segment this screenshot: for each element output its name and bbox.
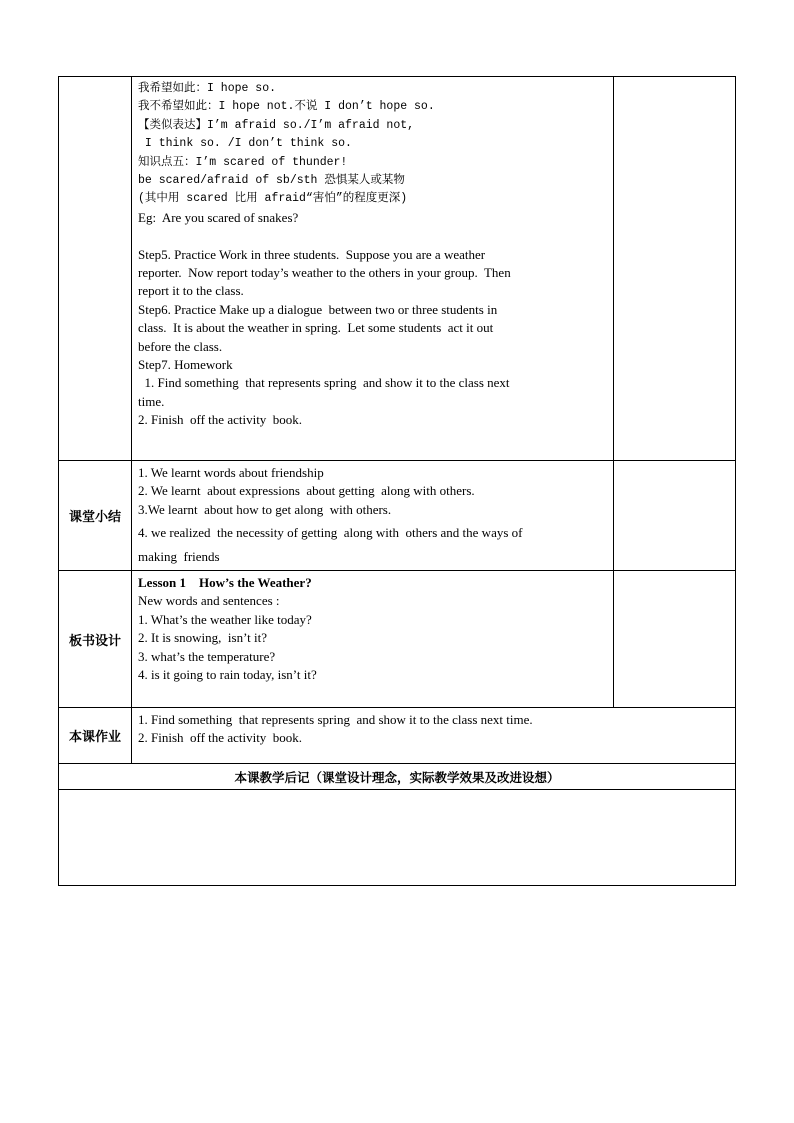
board-notes-cell: [614, 571, 736, 708]
steps-line-2: 我不希望如此：I hope not.不说 I don’t hope so.: [138, 100, 435, 114]
board-line-5: 4. is it going to rain today, isn’t it?: [138, 667, 317, 683]
homework-line-2: 2. Finish off the activity book.: [138, 730, 303, 746]
steps-spacer: [138, 227, 609, 245]
summary-line-1: 1. We learnt words about friendship: [138, 465, 324, 480]
board-line-3: 2. It is snowing, isn’t it?: [138, 630, 268, 646]
steps-line-15: Step7. Homework: [138, 357, 233, 373]
summary-line-3: 3.We learnt about how to get along with others.: [138, 501, 392, 517]
summary-line-2: 2. We learnt about expressions about getting along with others.: [138, 483, 475, 499]
steps-line-6: be scared/afraid of sb/sth 恐惧某人或某物: [138, 174, 405, 188]
board-label: 板书设计: [59, 571, 132, 708]
steps-row: [59, 77, 736, 461]
steps-line-8: Eg: Are you scared of snakes?: [138, 209, 299, 225]
board-row: [59, 571, 736, 708]
homework-content-cell: [132, 708, 736, 764]
notes-header-row: [59, 764, 736, 790]
lesson-plan-document: [58, 76, 735, 886]
steps-line-3: 【类似表达】I’m afraid so./I’m afraid not,: [138, 118, 415, 132]
steps-notes-cell: [614, 77, 736, 461]
steps-line-17: time.: [138, 393, 165, 409]
notes-row: [59, 790, 736, 886]
board-line-2: 1. What’s the weather like today?: [138, 611, 312, 627]
summary-line-4: 4. we realized the necessity of getting along with others and the ways of: [138, 525, 523, 541]
steps-line-4: I think so. /I don’t think so.: [138, 137, 352, 151]
steps-line-11: report it to the class.: [138, 283, 244, 299]
board-title: Lesson 1 How’s the Weather?: [138, 575, 312, 591]
notes-blank-area[interactable]: [59, 790, 736, 886]
steps-line-16: 1. Find something that represents spring and show it to the class next: [138, 375, 510, 391]
homework-label: 本课作业: [59, 708, 132, 764]
steps-line-14: before the class.: [138, 338, 223, 354]
board-content-cell: [132, 571, 614, 708]
steps-line-1: 我希望如此：I hope so.: [138, 82, 277, 95]
summary-label: 课堂小结: [59, 461, 132, 571]
homework-row: [59, 708, 736, 764]
board-line-1: New words and sentences :: [138, 593, 280, 609]
steps-content-cell: [132, 77, 614, 461]
steps-line-9: Step5. Practice Work in three students. Suppose you are a weather: [138, 246, 486, 262]
board-line-4: 3. what’s the temperature?: [138, 648, 276, 664]
steps-line-5: 知识点五：I’m scared of thunder!: [138, 155, 348, 169]
summary-line-5: making friends: [138, 548, 220, 564]
summary-content-cell: [132, 461, 614, 571]
steps-line-7: (其中用 scared 比用 afraid“害怕”的程度更深): [138, 192, 408, 206]
summary-row: [59, 461, 736, 571]
lesson-plan-table: [58, 76, 736, 886]
steps-label-cell: [59, 77, 132, 461]
steps-line-12: Step6. Practice Make up a dialogue between two or three students in: [138, 301, 498, 317]
notes-header: 本课教学后记（课堂设计理念，实际教学效果及改进设想）: [59, 764, 736, 790]
summary-notes-cell: [614, 461, 736, 571]
steps-line-18: 2. Finish off the activity book.: [138, 412, 303, 428]
steps-line-13: class. It is about the weather in spring. Let some students act it out: [138, 320, 494, 336]
steps-line-10: reporter. Now report today’s weather to the others in your group. Then: [138, 265, 511, 281]
homework-line-1: 1. Find something that represents spring and show it to the class next time.: [138, 712, 533, 728]
